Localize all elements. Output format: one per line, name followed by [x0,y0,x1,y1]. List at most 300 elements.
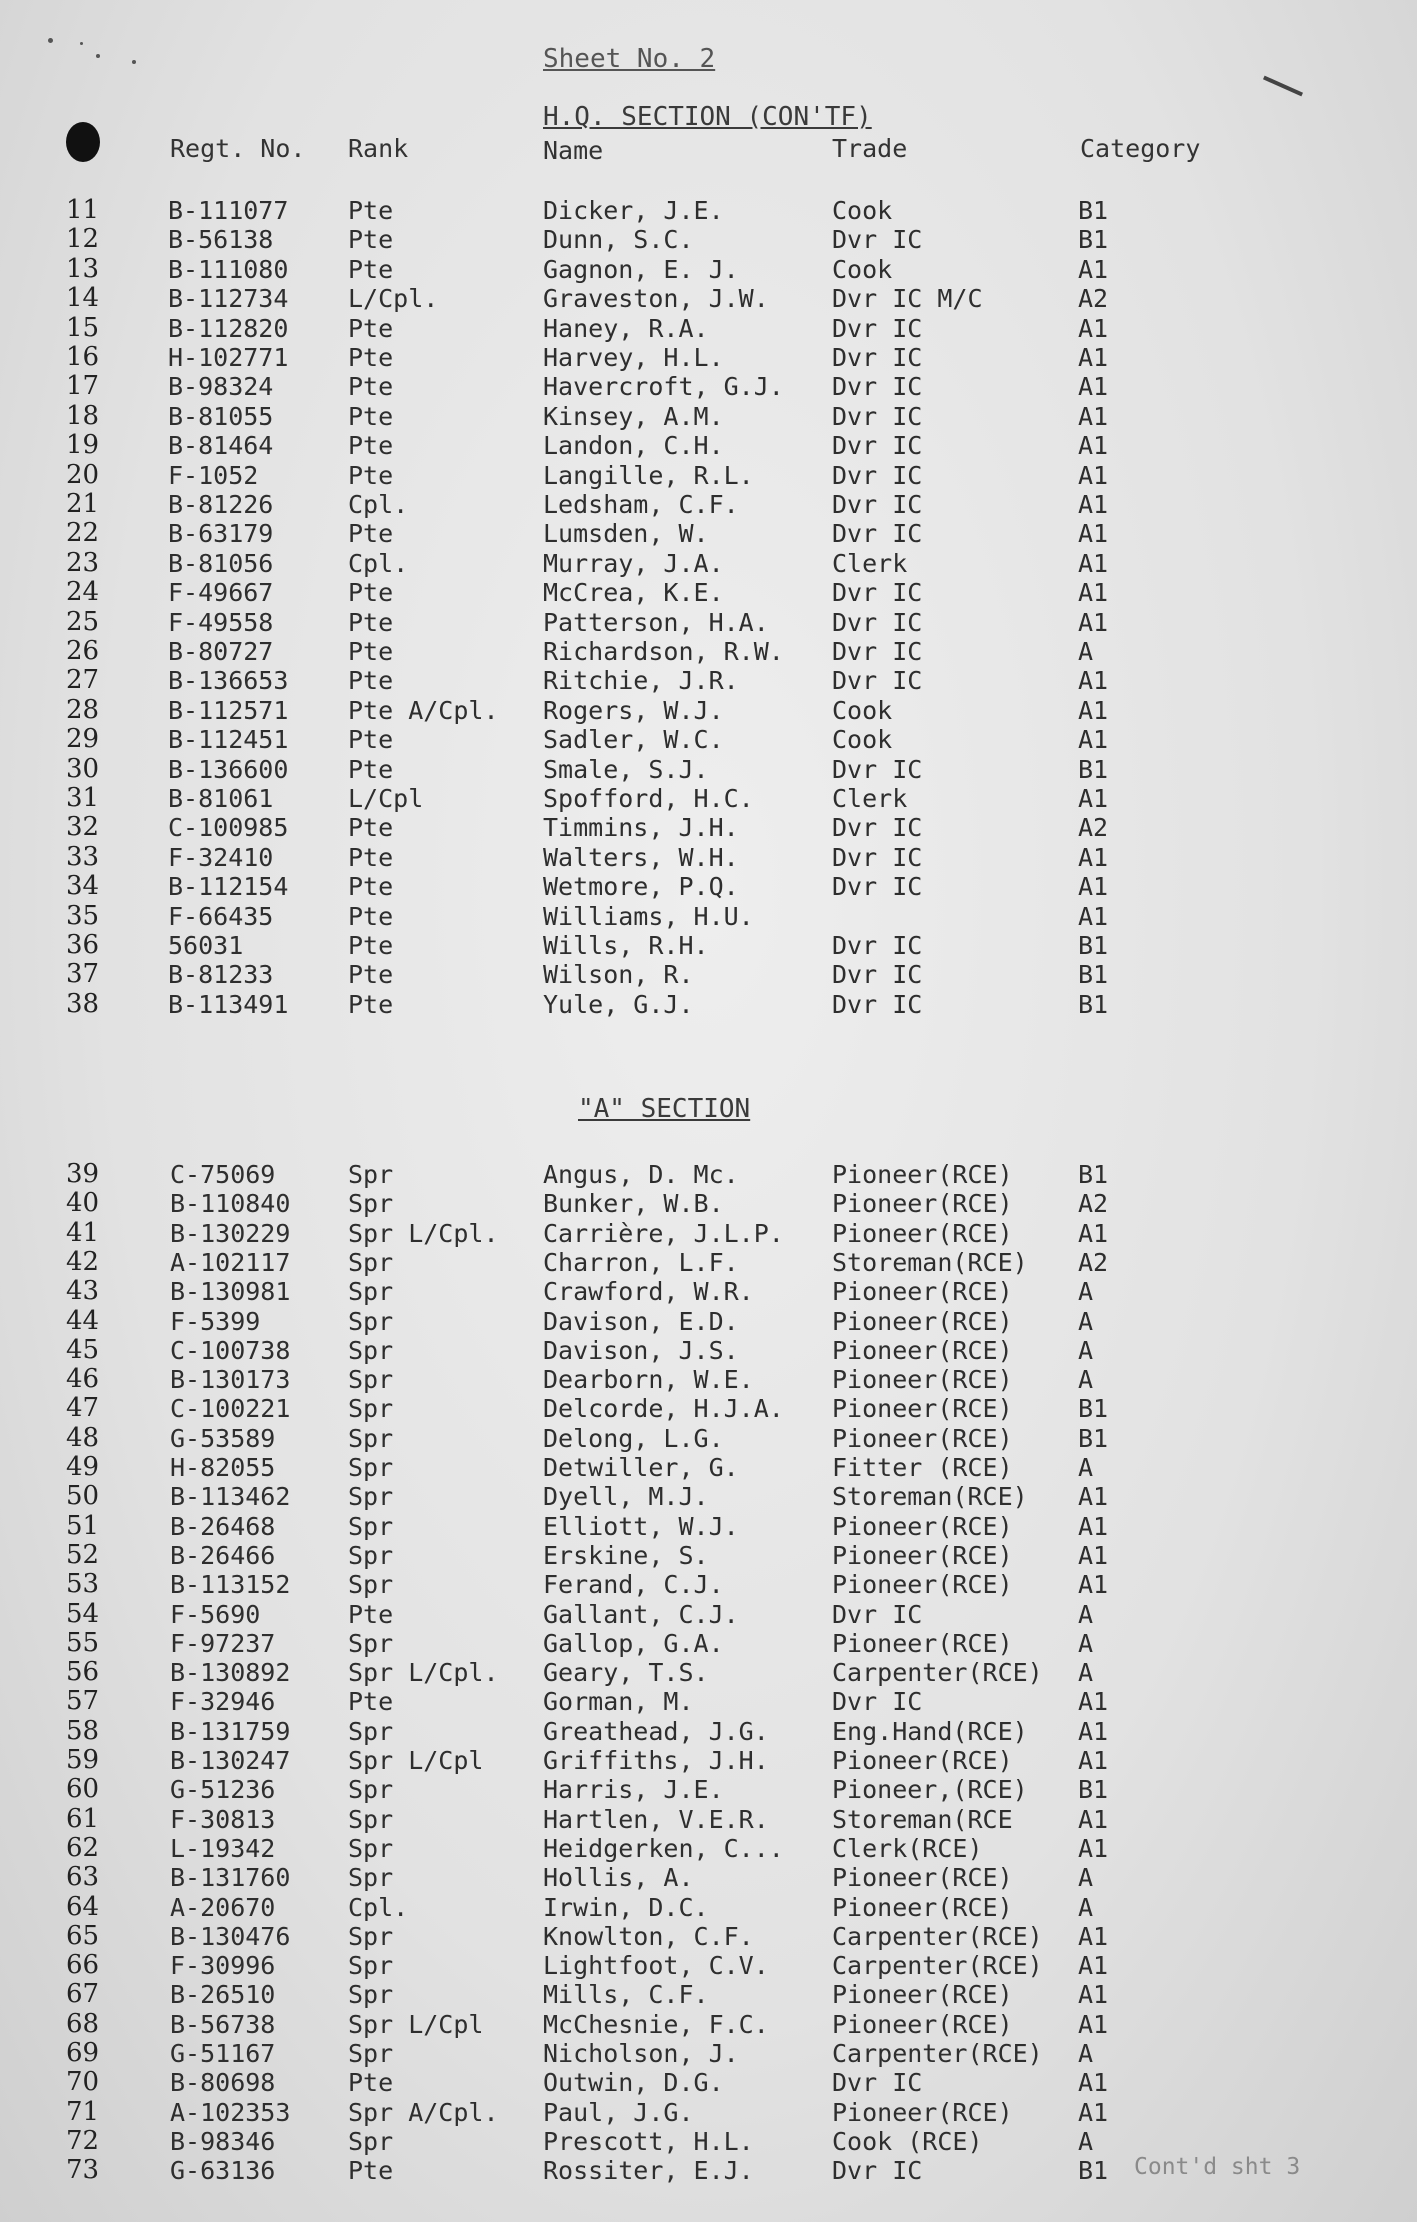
category: A1 [1078,1980,1109,2010]
regt-number: B-81061 [168,784,274,813]
rank: Spr [348,2039,394,2068]
trade: Pioneer(RCE) [832,2097,1013,2127]
soldier-name: Angus, D. Mc. [543,1160,739,1189]
regt-number: C-100985 [168,813,289,843]
regt-number: F-66435 [168,901,274,931]
regt-number: B-136653 [168,666,289,696]
rank: Pte [348,607,394,637]
category: A [1078,637,1094,666]
row-number: 73 [66,2155,100,2186]
soldier-name: Murray, J.A. [543,548,724,578]
table-row [0,314,1417,343]
soldier-name: Dunn, S.C. [543,225,694,255]
regt-number: B-112734 [168,284,289,314]
row-number: 44 [66,1305,100,1336]
row-number: 55 [66,1627,100,1658]
rank: Pte [348,989,394,1019]
table-row [0,872,1417,901]
table-row [0,549,1417,578]
row-number: 60 [66,1774,100,1805]
soldier-name: Harris, J.E. [543,1775,724,1805]
category: A1 [1078,490,1109,519]
regt-number: B-113152 [170,1570,291,1600]
table-row [0,666,1417,695]
rank: Cpl. [348,1892,409,1922]
regt-number: B-130476 [170,1921,291,1951]
trade: Pioneer(RCE) [832,1189,1013,1219]
table-row [0,1307,1417,1336]
regt-number: B-80727 [168,637,274,666]
rank: Pte [348,2156,394,2186]
soldier-name: Haney, R.A. [543,313,709,343]
row-number: 40 [66,1188,100,1219]
trade: Cook (RCE) [832,2126,983,2156]
soldier-name: Paul, J.G. [543,2097,694,2127]
category: A1 [1078,901,1109,931]
regt-number: B-130892 [170,1658,291,1688]
regt-number: B-98324 [168,372,274,402]
table-row [0,1248,1417,1277]
soldier-name: Detwiller, G. [543,1453,739,1482]
rank: Pte [348,1687,394,1717]
category: B1 [1078,1423,1109,1453]
soldier-name: Patterson, H.A. [543,607,769,637]
regt-number: B-113491 [168,989,289,1019]
table-row [0,1629,1417,1658]
rank: Spr L/Cpl [348,1746,484,1775]
regt-number: F-32946 [170,1687,276,1717]
header-category: Category [1080,134,1201,163]
category: A [1078,1658,1094,1688]
trade: Cook [832,254,893,284]
trade: Storeman(RCE) [832,1247,1028,1277]
trade: Dvr IC [832,225,923,255]
category: A [1078,1599,1094,1629]
row-number: 21 [66,489,100,519]
trade: Dvr IC [832,519,923,549]
row-number: 69 [66,2038,100,2068]
table-row [0,225,1417,254]
soldier-name: Geary, T.S. [543,1658,709,1688]
category: A [1078,1453,1094,1482]
category: A [1078,1863,1094,1893]
regt-number: H-82055 [170,1453,276,1482]
row-number: 70 [66,2067,100,2098]
table-row [0,1541,1417,1570]
rank: Spr L/Cpl. [348,1658,499,1688]
trade: Pioneer(RCE) [832,2009,1013,2039]
rank: Spr [348,1453,394,1482]
soldier-name: Nicholson, J. [543,2039,739,2068]
row-number: 45 [66,1334,100,1365]
rank: Pte [348,637,394,666]
category: A [1078,1335,1094,1365]
rank: Pte [348,901,394,931]
category: A1 [1078,2009,1109,2039]
hq-section-title: H.Q. SECTION (CON'TF) [543,102,872,132]
rank: Spr [348,1951,394,1981]
trade: Cook [832,196,893,225]
trade: Pioneer(RCE) [832,1628,1013,1658]
trade: Dvr IC [832,431,923,461]
category: A1 [1078,343,1109,372]
soldier-name: Spofford, H.C. [543,784,754,813]
table-row [0,1687,1417,1716]
category: A2 [1078,1247,1109,1277]
rank: Pte [348,343,394,372]
regt-number: F-5399 [170,1306,261,1336]
trade: Dvr IC [832,666,923,696]
category: A1 [1078,254,1109,284]
trade: Storeman(RCE) [832,1482,1028,1512]
regt-number: H-102771 [168,343,289,372]
category: A1 [1078,1804,1109,1834]
table-row [0,1570,1417,1599]
soldier-name: Richardson, R.W. [543,637,784,666]
row-number: 37 [66,959,100,990]
category: A2 [1078,1189,1109,1219]
rank: Spr [348,1540,394,1570]
rank: Pte [348,813,394,843]
regt-number: A-20670 [170,1892,276,1922]
rank: Spr [348,1482,394,1512]
rank: Spr [348,1394,394,1424]
trade: Dvr IC [832,313,923,343]
soldier-name: Outwin, D.G. [543,2068,724,2098]
category: A1 [1078,725,1109,755]
soldier-name: Graveston, J.W. [543,284,769,314]
row-number: 17 [66,371,100,402]
regt-number: G-63136 [170,2156,276,2186]
row-number: 63 [66,1862,100,1893]
soldier-name: Crawford, W.R. [543,1277,754,1307]
category: A [1078,1277,1094,1307]
soldier-name: Wetmore, P.Q. [543,872,739,902]
table-row [0,725,1417,754]
category: A2 [1078,813,1109,843]
regt-number: 56031 [168,931,244,960]
rank: Spr [348,2126,394,2156]
regt-number: L-19342 [170,1833,276,1863]
rank: Pte [348,431,394,461]
table-row [0,931,1417,960]
trade: Dvr IC [832,960,923,990]
trade: Dvr IC [832,754,923,784]
regt-number: B-110840 [170,1189,291,1219]
row-number: 51 [66,1510,100,1541]
trade: Dvr IC [832,578,923,608]
row-number: 25 [66,606,100,637]
regt-number: B-112820 [168,313,289,343]
table-row [0,755,1417,784]
rank: Pte [348,2068,394,2098]
rank: Spr L/Cpl [348,2009,484,2039]
soldier-name: Greathead, J.G. [543,1716,769,1746]
row-number: 43 [66,1276,100,1307]
table-row [0,2039,1417,2068]
table-row [0,1277,1417,1306]
table-row [0,960,1417,989]
table-row [0,1893,1417,1922]
category: A [1078,1306,1094,1336]
table-row [0,1424,1417,1453]
soldier-name: Delong, L.G. [543,1423,724,1453]
rank: Spr L/Cpl. [348,1218,499,1248]
rank: Spr [348,1980,394,2010]
row-number: 46 [66,1364,100,1395]
soldier-name: Gagnon, E. J. [543,254,739,284]
rank: Spr [348,1423,394,1453]
regt-number: B-113462 [170,1482,291,1512]
regt-number: B-81226 [168,490,274,519]
soldier-name: Prescott, H.L. [543,2126,754,2156]
regt-number: B-111080 [168,254,289,284]
rank: Spr [348,1365,394,1395]
category: A1 [1078,872,1109,902]
trade: Dvr IC [832,460,923,490]
soldier-name: McCrea, K.E. [543,578,724,608]
rank: Spr [348,1804,394,1834]
table-row [0,1951,1417,1980]
row-number: 19 [66,430,100,461]
rank: Pte [348,196,394,225]
trade: Storeman(RCE [832,1804,1013,1834]
regt-number: B-56738 [170,2009,276,2039]
row-number: 11 [66,195,100,225]
soldier-name: Gorman, M. [543,1687,694,1717]
row-number: 12 [66,224,100,255]
category: A1 [1078,548,1109,578]
table-row [0,1980,1417,2009]
table-row [0,1365,1417,1394]
soldier-name: Ritchie, J.R. [543,666,739,696]
trade: Clerk [832,548,908,578]
row-number: 14 [66,283,100,314]
trade: Dvr IC [832,813,923,843]
rank: Spr [348,1921,394,1951]
regt-number: F-30996 [170,1951,276,1981]
soldier-name: Irwin, D.C. [543,1892,709,1922]
trade: Eng.Hand(RCE) [832,1716,1028,1746]
category: A1 [1078,666,1109,696]
paper-speck [48,38,53,43]
row-number: 53 [66,1569,100,1600]
rank: Cpl. [348,490,409,519]
category: B1 [1078,989,1109,1019]
table-row [0,343,1417,372]
trade: Dvr IC [832,372,923,402]
regt-number: F-32410 [168,842,274,872]
trade: Dvr IC [832,989,923,1019]
category: A1 [1078,460,1109,490]
soldier-name: Hartlen, V.E.R. [543,1804,769,1834]
rank: L/Cpl [348,784,424,813]
soldier-name: Gallop, G.A. [543,1628,724,1658]
soldier-name: Harvey, H.L. [543,343,724,372]
rank: Pte [348,372,394,402]
soldier-name: Rogers, W.J. [543,695,724,725]
soldier-name: Smale, S.J. [543,754,709,784]
soldier-name: Kinsey, A.M. [543,401,724,431]
category: A1 [1078,1482,1109,1512]
trade: Dvr IC [832,931,923,960]
regt-number: C-100738 [170,1335,291,1365]
trade: Fitter (RCE) [832,1453,1013,1482]
regt-number: F-49667 [168,578,274,608]
category: A1 [1078,1951,1109,1981]
rank: Spr [348,1277,394,1307]
trade: Pioneer(RCE) [832,1160,1013,1189]
rank: Spr [348,1160,394,1189]
trade: Pioneer(RCE) [832,1863,1013,1893]
regt-number: B-98346 [170,2126,276,2156]
soldier-name: Rossiter, E.J. [543,2156,754,2186]
trade: Dvr IC [832,872,923,902]
table-row [0,519,1417,548]
regt-number: G-53589 [170,1423,276,1453]
row-number: 28 [66,694,100,725]
row-number: 57 [66,1686,100,1717]
trade: Pioneer(RCE) [832,1365,1013,1395]
table-row [0,1160,1417,1189]
soldier-name: Ferand, C.J. [543,1570,724,1600]
category: B1 [1078,931,1109,960]
category: B1 [1078,754,1109,784]
row-number: 16 [66,342,100,372]
category: A [1078,1892,1094,1922]
trade: Dvr IC [832,490,923,519]
row-number: 29 [66,724,100,755]
soldier-name: Williams, H.U. [543,901,754,931]
row-number: 27 [66,665,100,696]
soldier-name: Hollis, A. [543,1863,694,1893]
regt-number: C-75069 [170,1160,276,1189]
category: A1 [1078,2068,1109,2098]
soldier-name: Heidgerken, C... [543,1833,784,1863]
category: A1 [1078,1716,1109,1746]
rank: Spr [348,1511,394,1541]
rank: Spr A/Cpl. [348,2097,499,2127]
rank: Pte [348,401,394,431]
row-number: 24 [66,577,100,608]
category: B1 [1078,2156,1109,2186]
soldier-name: Charron, L.F. [543,1247,739,1277]
row-number: 36 [66,930,100,960]
table-row [0,372,1417,401]
row-number: 72 [66,2125,100,2156]
category: A1 [1078,842,1109,872]
soldier-name: Dearborn, W.E. [543,1365,754,1395]
category: B1 [1078,960,1109,990]
category: A [1078,2126,1094,2156]
row-number: 15 [66,312,100,343]
soldier-name: Wills, R.H. [543,931,709,960]
row-number: 59 [66,1745,100,1775]
regt-number: B-130247 [170,1746,291,1775]
trade: Cook [832,725,893,755]
rank: Pte [348,666,394,696]
category: A [1078,2039,1094,2068]
rank: Pte [348,931,394,960]
row-number: 68 [66,2008,100,2039]
soldier-name: Davison, J.S. [543,1335,739,1365]
table-row [0,1336,1417,1365]
category: A1 [1078,1511,1109,1541]
category: A1 [1078,1570,1109,1600]
table-row [0,1394,1417,1423]
trade: Dvr IC M/C [832,284,983,314]
rank: Spr [348,1863,394,1893]
regt-number: G-51167 [170,2039,276,2068]
regt-number: A-102353 [170,2097,291,2127]
trade: Pioneer(RCE) [832,1746,1013,1775]
trade: Dvr IC [832,1599,923,1629]
row-number: 42 [66,1246,100,1277]
rank: Spr [348,1247,394,1277]
rank: Pte [348,225,394,255]
row-number: 20 [66,459,100,490]
punch-hole [66,122,100,162]
table-row [0,2127,1417,2156]
regt-number: B-136600 [168,754,289,784]
table-row [0,843,1417,872]
paper-speck [132,60,136,64]
rank: Pte [348,313,394,343]
rank: Pte [348,960,394,990]
trade: Clerk(RCE) [832,1833,983,1863]
category: A1 [1078,1540,1109,1570]
sheet-number: Sheet No. 2 [543,44,716,74]
soldier-name: Carrière, J.L.P. [543,1218,784,1248]
regt-number: F-30813 [170,1804,276,1834]
category: A1 [1078,1833,1109,1863]
trade: Pioneer(RCE) [832,1306,1013,1336]
table-row [0,608,1417,637]
rank: Pte [348,1599,394,1629]
table-row [0,1453,1417,1482]
category: A1 [1078,578,1109,608]
table-row [0,1717,1417,1746]
row-number: 58 [66,1715,100,1746]
table-row [0,1600,1417,1629]
trade: Pioneer(RCE) [832,1335,1013,1365]
table-row [0,1834,1417,1863]
row-number: 71 [66,2096,100,2127]
row-number: 52 [66,1539,100,1570]
rank: Spr [348,1306,394,1336]
regt-number: A-102117 [170,1247,291,1277]
a-section-title: "A" SECTION [578,1094,751,1124]
row-number: 50 [66,1481,100,1512]
trade: Carpenter(RCE) [832,1658,1043,1688]
table-row [0,990,1417,1019]
trade: Dvr IC [832,842,923,872]
rank: Spr [348,1570,394,1600]
category: A1 [1078,1687,1109,1717]
rank: Spr [348,1335,394,1365]
soldier-name: Landon, C.H. [543,431,724,461]
soldier-name: Gallant, C.J. [543,1599,739,1629]
rank: Pte A/Cpl. [348,695,499,725]
rank: Spr [348,1775,394,1805]
soldier-name: Dyell, M.J. [543,1482,709,1512]
trade: Pioneer(RCE) [832,1570,1013,1600]
rank: Pte [348,254,394,284]
table-row [0,1805,1417,1834]
rank: Pte [348,578,394,608]
table-row [0,461,1417,490]
pen-mark [1263,76,1303,97]
